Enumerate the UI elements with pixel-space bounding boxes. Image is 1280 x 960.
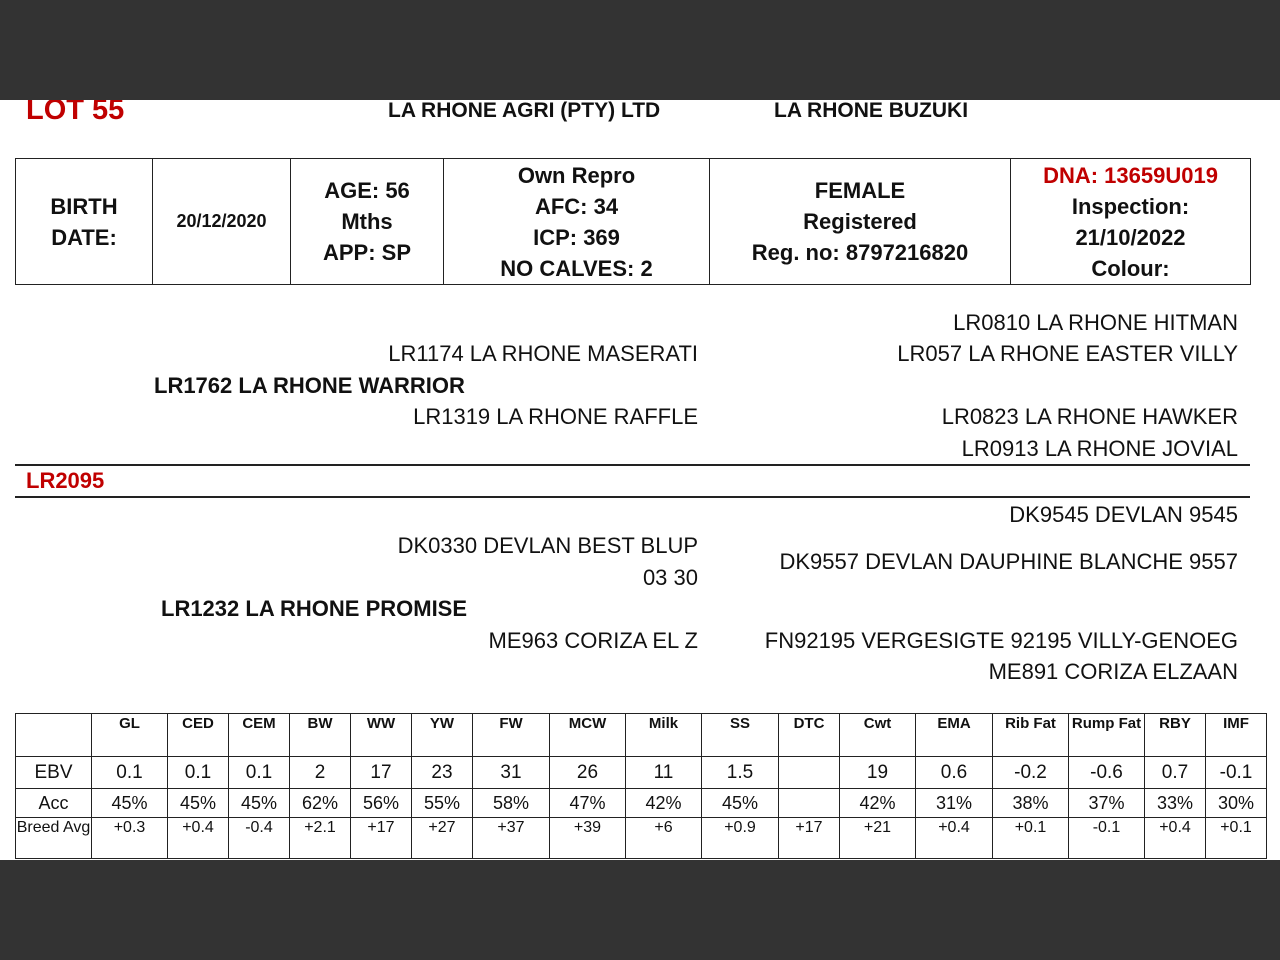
breed-avg-value-cell: +0.9 <box>702 818 779 859</box>
ebv-value-cell: 11 <box>626 757 702 789</box>
breed-avg-value-cell: -0.4 <box>229 818 290 859</box>
pedigree-sire-sire: LR1174 LA RHONE MASERATI <box>388 341 698 366</box>
ebv-header-cell: Milk <box>626 714 702 757</box>
breed-avg-value-cell: +0.4 <box>168 818 229 859</box>
dna-number: DNA: 13659U019 <box>1043 162 1218 188</box>
pedigree-sire-sire-dam: LR057 LA RHONE EASTER VILLY <box>897 341 1238 366</box>
acc-value-cell: 45% <box>229 789 290 818</box>
ebv-value-cell: 0.6 <box>916 757 993 789</box>
acc-value-cell: 45% <box>92 789 168 818</box>
ebv-header-row <box>16 714 1267 757</box>
acc-value-cell: 45% <box>702 789 779 818</box>
breed-avg-value-cell: +0.1 <box>1206 818 1267 859</box>
pedigree-dam: LR1232 LA RHONE PROMISE <box>161 596 468 621</box>
ebv-header-cell: YW <box>412 714 473 757</box>
acc-row-label: Acc <box>16 789 92 818</box>
ebv-table <box>15 713 1267 859</box>
acc-value-cell: 58% <box>473 789 550 818</box>
birth-date-label: BIRTH DATE: <box>16 159 153 285</box>
pedigree-sire-sire-sire: LR0810 LA RHONE HITMAN <box>953 310 1238 335</box>
acc-value-cell: 42% <box>840 789 916 818</box>
pedigree-dam-dam: ME963 CORIZA EL Z <box>488 628 698 653</box>
acc-value-cell: 55% <box>412 789 473 818</box>
ebv-value-cell: 0.1 <box>229 757 290 789</box>
ebv-value-cell: 26 <box>550 757 626 789</box>
divider-top <box>15 464 1250 466</box>
ebv-value-cell <box>779 757 840 789</box>
pedigree-sire-dam-sire: LR0823 LA RHONE HAWKER <box>941 404 1238 429</box>
ebv-value-cell: 17 <box>351 757 412 789</box>
ebv-corner-cell <box>16 714 92 757</box>
breed-avg-value-cell: +17 <box>351 818 412 859</box>
ebv-header-cell: CED <box>168 714 229 757</box>
document-page <box>0 100 1280 860</box>
owner-name: LA RHONE AGRI (PTY) LTD <box>388 100 661 122</box>
ebv-header-cell: SS <box>702 714 779 757</box>
ebv-header-cell: IMF <box>1206 714 1267 757</box>
ebv-value-cell: 19 <box>840 757 916 789</box>
ebv-value-cell: 1.5 <box>702 757 779 789</box>
acc-value-cell: 56% <box>351 789 412 818</box>
ebv-header-cell: GL <box>92 714 168 757</box>
acc-value-cell: 38% <box>993 789 1069 818</box>
pedigree-sire-dam-dam: LR0913 LA RHONE JOVIAL <box>961 436 1238 461</box>
acc-value-cell: 37% <box>1069 789 1145 818</box>
birth-date-value: 20/12/2020 <box>153 159 291 285</box>
registration-cell: FEMALE Registered Reg. no: 8797216820 <box>710 159 1011 285</box>
pedigree-sire: LR1762 LA RHONE WARRIOR <box>154 373 465 398</box>
breed-avg-value-cell: +27 <box>412 818 473 859</box>
breed-avg-value-cell: +39 <box>550 818 626 859</box>
ebv-row <box>16 757 1267 789</box>
acc-value-cell: 47% <box>550 789 626 818</box>
breed-avg-value-cell: +0.1 <box>993 818 1069 859</box>
animal-id: LR2095 <box>26 468 105 493</box>
repro-cell: Own Repro AFC: 34 ICP: 369 NO CALVES: 2 <box>444 159 710 285</box>
ebv-value-cell: 0.7 <box>1145 757 1206 789</box>
ebv-value-cell: 2 <box>290 757 351 789</box>
animal-name: LA RHONE BUZUKI <box>774 100 969 122</box>
pedigree-dam-sire-line2: 03 30 <box>642 565 698 590</box>
breed-avg-value-cell: +0.3 <box>92 818 168 859</box>
ebv-header-cell: EMA <box>916 714 993 757</box>
acc-value-cell: 31% <box>916 789 993 818</box>
ebv-row-label: EBV <box>16 757 92 789</box>
breed-avg-value-cell: +6 <box>626 818 702 859</box>
pedigree-sire-dam: LR1319 LA RHONE RAFFLE <box>413 404 698 429</box>
info-table <box>15 158 1251 285</box>
pedigree-dam-sire-sire: DK9545 DEVLAN 9545 <box>1009 502 1238 527</box>
breed-avg-value-cell: -0.1 <box>1069 818 1145 859</box>
ebv-header-cell: Rump Fat <box>1069 714 1145 757</box>
pedigree-dam-sire-dam: DK9557 DEVLAN DAUPHINE BLANCHE 9557 <box>779 549 1238 574</box>
ebv-value-cell: -0.2 <box>993 757 1069 789</box>
acc-value-cell: 42% <box>626 789 702 818</box>
breed-avg-value-cell: +21 <box>840 818 916 859</box>
ebv-header-cell: Rib Fat <box>993 714 1069 757</box>
pedigree-dam-dam-dam: ME891 CORIZA ELZAAN <box>988 659 1238 684</box>
ebv-value-cell: -0.6 <box>1069 757 1145 789</box>
lot-number: LOT 55 <box>26 100 125 126</box>
breed-avg-value-cell: +0.4 <box>1145 818 1206 859</box>
dna-cell: DNA: 13659U019 Inspection: 21/10/2022 Colour: <box>1011 159 1251 285</box>
breed-avg-value-cell: +0.4 <box>916 818 993 859</box>
breed-avg-value-cell: +37 <box>473 818 550 859</box>
pedigree-dam-sire-line1: DK0330 DEVLAN BEST BLUP <box>397 533 698 558</box>
acc-value-cell: 45% <box>168 789 229 818</box>
breed-avg-value-cell: +17 <box>779 818 840 859</box>
divider-bottom <box>15 496 1250 498</box>
ebv-header-cell: WW <box>351 714 412 757</box>
ebv-value-cell: 31 <box>473 757 550 789</box>
ebv-value-cell: 0.1 <box>168 757 229 789</box>
ebv-value-cell: 23 <box>412 757 473 789</box>
acc-value-cell: 62% <box>290 789 351 818</box>
ebv-header-cell: DTC <box>779 714 840 757</box>
age-cell: AGE: 56 Mths APP: SP <box>291 159 444 285</box>
acc-value-cell: 30% <box>1206 789 1267 818</box>
ebv-header-cell: BW <box>290 714 351 757</box>
acc-value-cell <box>779 789 840 818</box>
acc-value-cell: 33% <box>1145 789 1206 818</box>
breed-avg-row <box>16 818 1267 859</box>
ebv-value-cell: -0.1 <box>1206 757 1267 789</box>
ebv-header-cell: MCW <box>550 714 626 757</box>
breed-avg-value-cell: +2.1 <box>290 818 351 859</box>
ebv-header-cell: FW <box>473 714 550 757</box>
pedigree-dam-dam-sire: FN92195 VERGESIGTE 92195 VILLY-GENOEG <box>764 628 1238 653</box>
breed-avg-row-label: Breed Avg <box>16 818 92 859</box>
acc-row <box>16 789 1267 818</box>
ebv-header-cell: CEM <box>229 714 290 757</box>
ebv-header-cell: Cwt <box>840 714 916 757</box>
ebv-header-cell: RBY <box>1145 714 1206 757</box>
ebv-value-cell: 0.1 <box>92 757 168 789</box>
